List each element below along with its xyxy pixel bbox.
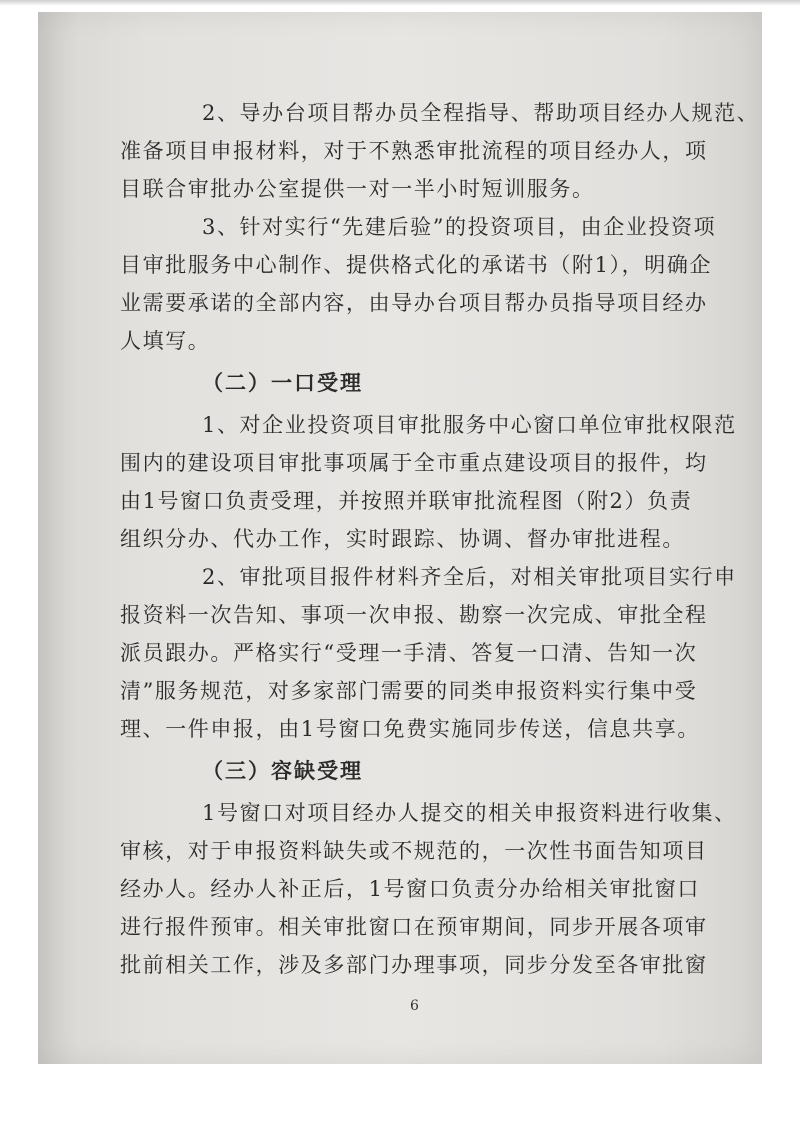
- paragraph-line: 清”服务规范，对多家部门需要的同类申报资料实行集中受: [120, 679, 698, 703]
- document-body: [120, 94, 760, 984]
- paragraph-line: 1、对企业投资项目审批服务中心窗口单位审批权限范: [202, 413, 737, 437]
- paragraph-line: 目联合审批办公室提供一对一半小时短训服务。: [120, 177, 595, 201]
- section-heading-2: （二）一口受理: [202, 371, 363, 395]
- paragraph-line: 业需要承诺的全部内容，由导办台项目帮办员指导项目经办: [120, 291, 708, 315]
- paragraph-line: 进行报件预审。相关审批窗口在预审期间，同步开展各项审: [120, 915, 708, 939]
- paragraph-line: 审核，对于申报资料缺失或不规范的，一次性书面告知项目: [120, 839, 708, 863]
- paragraph-line: 3、针对实行“先建后验”的投资项目，由企业投资项: [202, 215, 717, 239]
- photo-edge: [0, 0, 800, 6]
- paragraph-line: 目审批服务中心制作、提供格式化的承诺书（附1），明确企: [120, 253, 713, 277]
- paragraph-line: 报资料一次告知、事项一次申报、勘察一次完成、审批全程: [120, 603, 708, 627]
- paragraph-line: 批前相关工作，涉及多部门办理事项，同步分发至各审批窗: [120, 953, 708, 977]
- paragraph-line: 经办人。经办人补正后，1号窗口负责分办给相关审批窗口: [120, 877, 700, 901]
- paragraph-line: 2、审批项目报件材料齐全后，对相关审批项目实行申: [202, 565, 737, 589]
- paragraph-line: 派员跟办。严格实行“受理一手清、答复一口清、告知一次: [120, 641, 698, 665]
- paragraph-line: 准备项目申报材料，对于不熟悉审批流程的项目经办人，项: [120, 139, 708, 163]
- page-number: 6: [410, 998, 419, 1014]
- paragraph-line: 2、导办台项目帮办员全程指导、帮助项目经办人规范、: [202, 101, 760, 125]
- paper-shadow: [38, 12, 78, 1064]
- paragraph-line: 理、一件申报，由1号窗口免费实施同步传送，信息共享。: [120, 717, 700, 741]
- paragraph-line: 由1号窗口负责受理，并按照并联审批流程图（附2）负责: [120, 489, 693, 513]
- section-heading-3: （三）容缺受理: [202, 759, 363, 783]
- paragraph-line: 1号窗口对项目经办人提交的相关申报资料进行收集、: [202, 801, 737, 825]
- paragraph-line: 围内的建设项目审批事项属于全市重点建设项目的报件，均: [120, 451, 708, 475]
- paragraph-line: 人填写。: [120, 329, 211, 353]
- paragraph-line: 组织分办、代办工作，实时跟踪、协调、督办审批进程。: [120, 527, 685, 551]
